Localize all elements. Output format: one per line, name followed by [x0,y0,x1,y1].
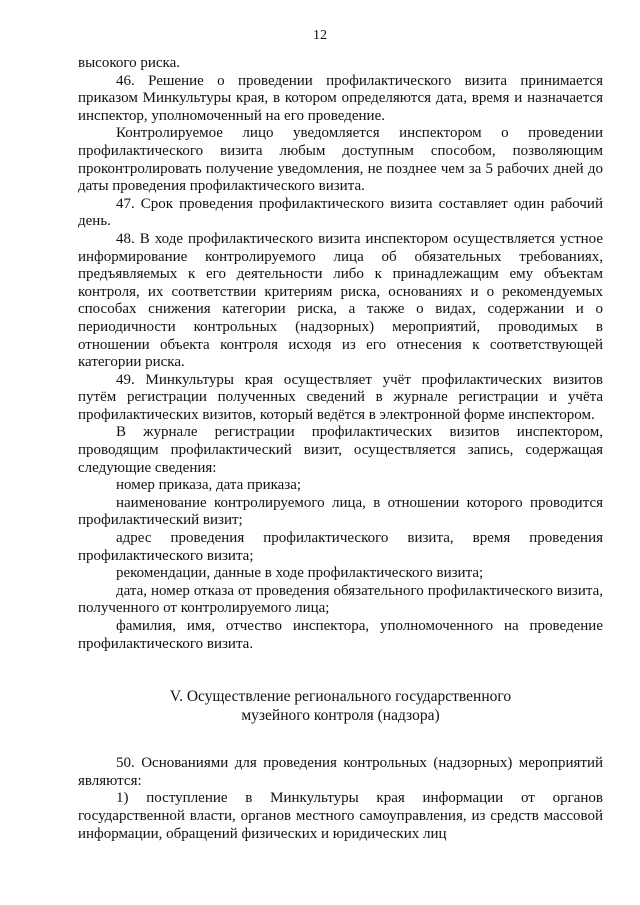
list-item: дата, номер отказа от проведения обязательного профилактического визита, полученного от контролируемого лица; [78,582,603,617]
page-number: 12 [313,28,327,43]
list-item: номер приказа, дата приказа; [116,477,302,494]
paragraph: высокого риска. [78,55,181,71]
paragraph: В журнале регистрации профилактических визитов инспектором, проводящим профилактический визит, осуществляется запись, содержащая следующие сведения: [78,424,603,476]
list-item: рекомендации, данные в ходе профилактического визита; [116,565,484,582]
paragraph: 46. Решение о проведении профилактического визита принимается приказом Минкультуры края, в котором определяются дата, время и назначается инспектор, уполномоченный на его проведение. [78,72,603,124]
list-item: наименование контролируемого лица, в отношении которого проводится профилактический визит; [78,494,603,529]
section-heading-line: V. Осуществление регионального государственного [169,688,512,706]
paragraph: Контролируемое лицо уведомляется инспектором о проведении профилактического визита любым доступным способом, позволяющим проконтролировать получение уведомления, не позднее чем за 5 рабочих дней до даты проведения профилактического визита. [78,125,603,195]
section-heading [78,687,603,725]
paragraph: 47. Срок проведения профилактического визита составляет один рабочий день. [78,195,603,230]
list-item: фамилия, имя, отчество инспектора, уполномоченного на проведение профилактического визита. [78,618,603,652]
paragraph: 49. Минкультуры края осуществляет учёт профилактических визитов путём регистрации полученных сведений в журнале регистрации и учёта профилактических визитов, который ведётся в электронной форме инспектором. [78,371,603,423]
paragraph: 48. В ходе профилактического визита инспектором осуществляется устное информирование контролируемого лица об обязательных требованиях, предъявляемых к его деятельности либо к принадлежащим ему объектам контроля, их соответствии критериям риска, основаниях и о рекомендуемых способах снижения категории риска, а также о видах, содержании и о периодичности контрольных (надзорных) мероприятий, проводимых в отношении объекта контроля исходя из его отнесения к соответствующей категории риска. [78,230,603,371]
list-item: адрес проведения профилактического визита, время проведения профилактического визита; [78,530,603,564]
paragraph: 1) поступление в Минкультуры края информации от органов государственной власти, органов местного самоуправления, из средств массовой информации, обращений физических и юридических лиц [78,790,603,842]
document-body [78,55,603,843]
section-heading-line: музейного контроля (надзора) [241,707,440,725]
paragraph: 50. Основаниями для проведения контрольных (надзорных) мероприятий являются: [78,755,603,789]
